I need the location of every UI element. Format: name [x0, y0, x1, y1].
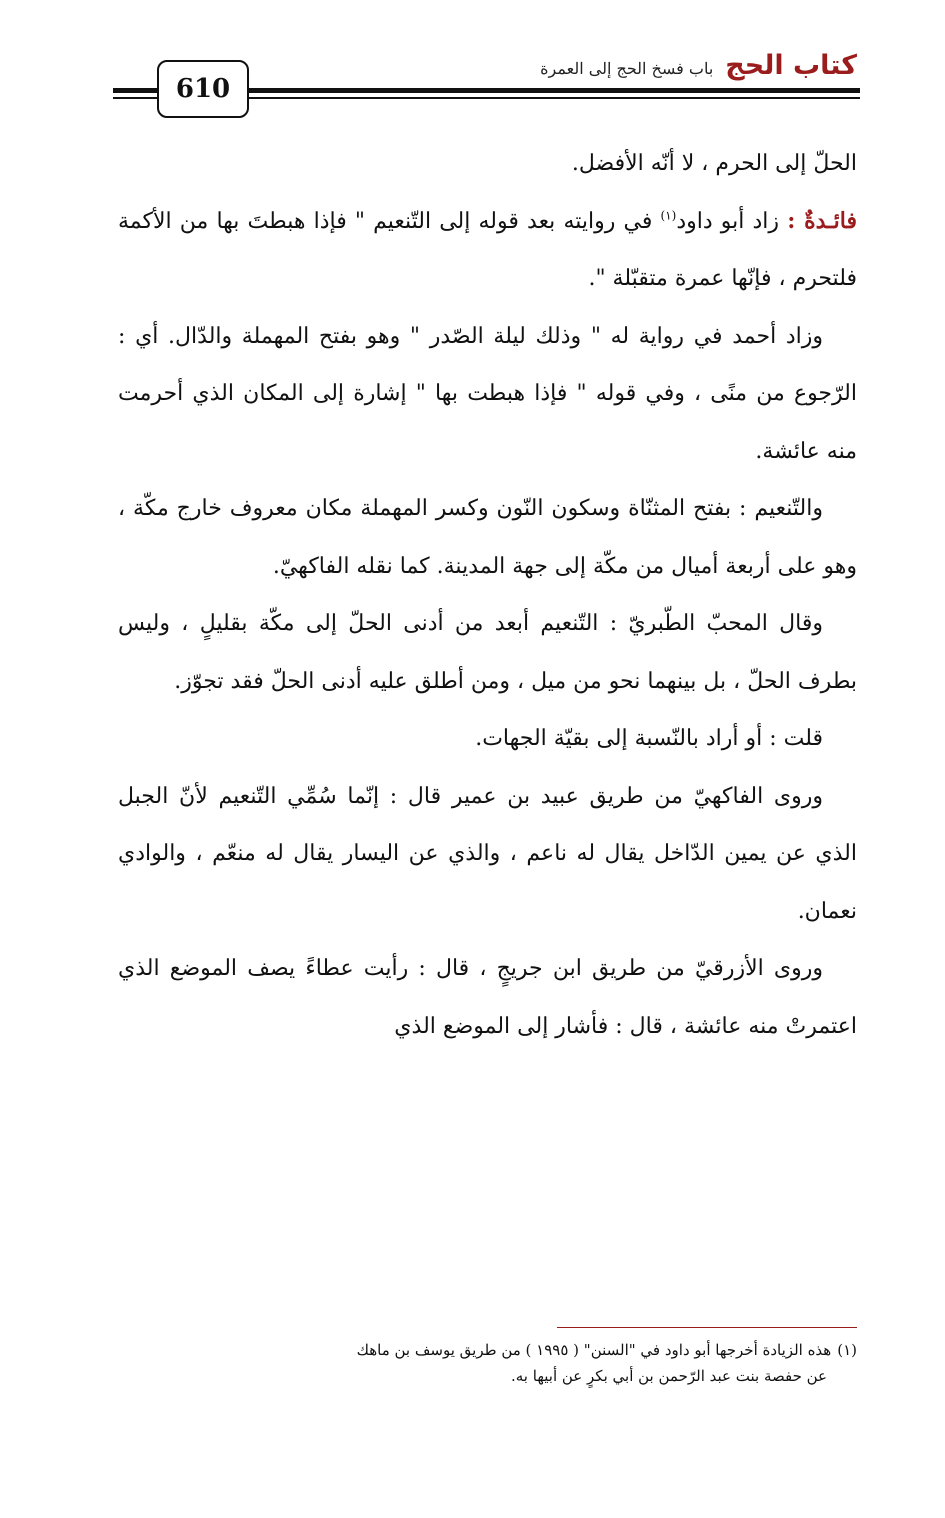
book-title: كتاب الحج [725, 50, 857, 81]
page-header [0, 0, 945, 130]
paragraph-1: الحلّ إلى الحرم ، لا أنّه الأفضل. [571, 151, 857, 176]
paragraph-6: قلت : أو أراد بالنّسبة إلى بقيّة الجهات. [475, 726, 823, 751]
note-keyword: فائـدةٌ : [787, 207, 857, 234]
paragraph-3: وزاد أحمد في رواية له " وذلك ليلة الصّدر " وهو بفتح المهملة والدّال. أي : الرّجوع من منًى ، وفي قوله " فإذا هبطت بها " إشارة إلى المكان الذي أحرمت منه عائشة. [118, 323, 857, 464]
paragraph-8: وروى الأزرقيّ من طريق ابن جريجٍ ، قال : رأيت عطاءً يصف الموضع الذي اعتمرتْ منه عائشة ، قال : فأشار إلى الموضع الذي [118, 956, 857, 1039]
footnote [118, 1337, 857, 1389]
paragraph-2 [118, 193, 857, 308]
footnote-text-1: هذه الزيادة أخرجها أبو داود في "السنن" ( ١٩٩٥ ) من طريق يوسف بن ماهك [356, 1341, 832, 1359]
running-head [540, 50, 857, 81]
main-text [118, 135, 857, 1055]
paragraph-7: وروى الفاكهيّ من طريق عبيد بن عمير قال : إنّما سُمِّي التّنعيم لأنّ الجبل الذي عن يمين الدّاخل يقال له ناعم ، والذي عن اليسار يقال له منعّم ، والوادي نعمان. [118, 783, 857, 924]
chapter-title: باب فسخ الحج إلى العمرة [540, 59, 714, 78]
footnote-number: (١) [837, 1341, 857, 1359]
paragraph-5: وقال المحبّ الطّبريّ : التّنعيم أبعد من أدنى الحلّ إلى مكّة بقليلٍ ، وليس بطرف الحلّ ، بل بينهما نحو من ميل ، ومن أطلق عليه أدنى الحلّ فقد تجوّز. [118, 611, 857, 694]
footnote-separator [557, 1327, 857, 1328]
paragraph-2-text-b: في روايته بعد قوله إلى التّنعيم " فإذا هبطتَ بها من الأكمة فلتحرم ، فإنّها عمرة متقبّلة ". [118, 208, 857, 291]
paragraph-2-text-a: زاد أبو داود [676, 208, 788, 234]
footnote-line-2: عن حفصة بنت عبد الرّحمن بن أبي بكرٍ عن أبيها به. [511, 1367, 827, 1385]
page-number: 610 [157, 60, 249, 118]
paragraph-4: والتّنعيم : بفتح المثنّاة وسكون النّون وكسر المهملة مكان معروف خارج مكّة ، وهو على أربعة أميال من مكّة إلى جهة المدينة. كما نقله الفاكهيّ. [118, 496, 857, 579]
footnote-line-1 [118, 1337, 857, 1363]
footnote-ref[interactable]: (١) [660, 208, 677, 223]
